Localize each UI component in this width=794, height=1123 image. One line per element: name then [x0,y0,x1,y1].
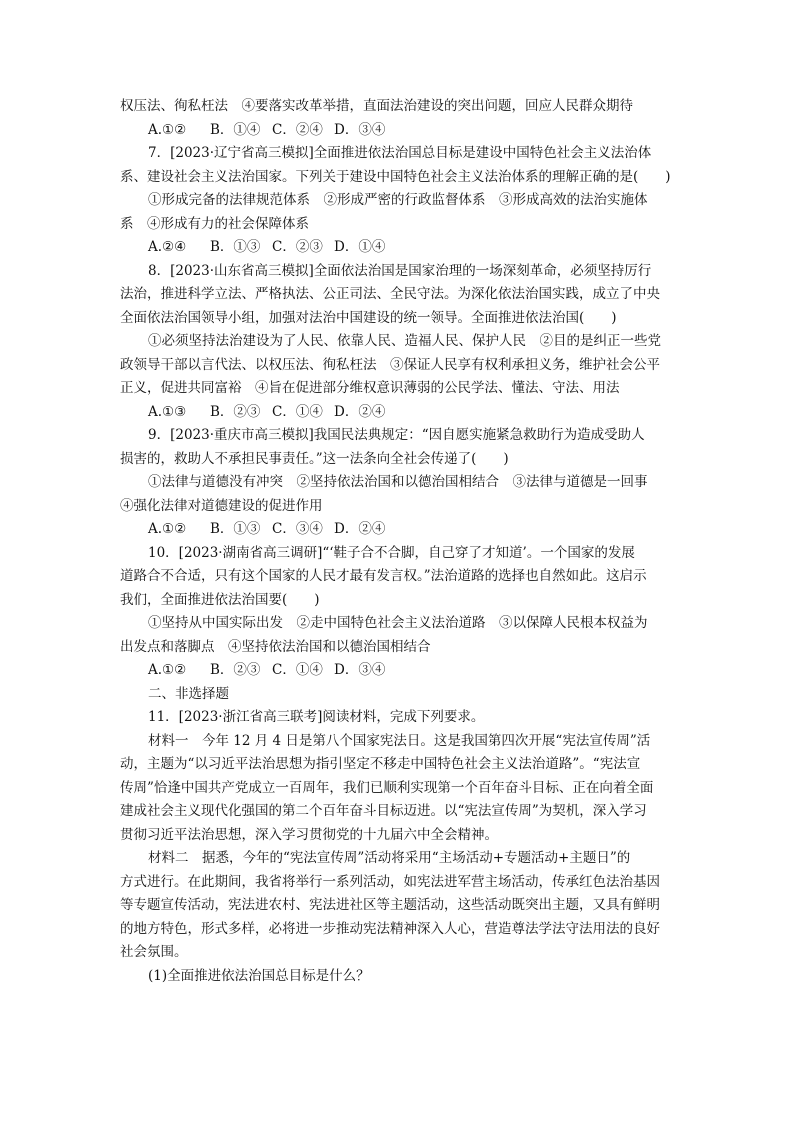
q8-stem-line-3: 全面依法治国领导小组，加强对法治中国建设的统一领导。全面推进依法治国( ) [120,309,617,326]
q9-option-a: A.①② [148,521,187,537]
q10-items-line-2: 出发点和落脚点 ④坚持依法治国和以德治国相结合 [120,638,431,655]
q6-option-c: C．②④ [272,121,323,138]
q11-material-2-line-2: 方式进行。在此期间，我省将举行一系列活动，如宪法进军营主场活动，传承红色法治基因 [120,873,660,890]
section-heading-nonchoice: 二、非选择题 [148,685,229,702]
q8-option-c: C．①④ [272,403,323,420]
q9-option-d: D．②④ [334,521,386,537]
q8-option-d: D．②④ [334,403,386,420]
q7-items-line-2: 系 ④形成有力的社会保障体系 [120,215,309,232]
q9-option-b: B．①③ [210,521,261,537]
q11-material-1-line-3: 传周”恰逢中国共产党成立一百周年，我们已顺利实现第一个百年奋斗目标、正在向着全面 [120,779,654,796]
q7-stem-line-2: 系、建设社会主义法治国家。下列关于建设中国特色社会主义法治体系的理解正确的是( ) [120,168,671,185]
q10-options [120,659,680,683]
q9-items-line-1: ①法律与道德没有冲突 ②坚持依法治国和以德治国相结合 ③法律与道德是一回事 [148,474,648,490]
q7-items-line-1: ①形成完备的法律规范体系 ②形成严密的行政监督体系 ③形成高效的法治实施体 [148,192,648,208]
q9-stem-line-2: 损害的，救助人不承担民事责任。”这一法条向全社会传递了( ) [120,450,509,467]
q7-option-b: B．①③ [210,239,261,255]
q6-option-d: D．③④ [334,121,386,138]
q11-material-2-line-5: 社会氛围。 [120,944,188,960]
q11-material-2-line-4: 的地方特色，形式多样，必将进一步推动宪法精神深入人心，营造尊法学法守法用法的良好 [120,920,660,937]
q11-material-1-line-4: 建成社会主义现代化强国的第二个百年奋斗目标迈进。以“宪法宣传周”为契机，深入学习 [120,803,647,819]
q10-items-line-1: ①坚持从中国实际出发 ②走中国特色社会主义法治道路 ③以保障人民根本权益为 [148,615,648,631]
q7-option-d: D．①④ [334,239,386,255]
q9-option-c: C．③④ [272,521,323,537]
q8-items-line-2: 政领导干部以言代法、以权压法、徇私枉法 ③保证人民享有权利承担义务，维护社会公平 [120,356,660,373]
q10-stem-line-3: 我们，全面推进依法治国要( ) [120,591,320,608]
q10-option-d: D．③④ [334,662,386,678]
document-page [120,95,680,988]
q11-material-1-line-5: 贯彻习近平法治思想，深入学习贯彻党的十九届六中全会精神。 [120,826,498,843]
q11-material-1-line-1: 材料一 今年 12 月 4 日是第八个国家宪法日。这是我国第四次开展“宪法宣传周”活 [148,732,651,749]
q8-stem-line-1: 8．[2023·山东省高三模拟]全面依法治国是国家治理的一场深刻革命，必须坚持厉行 [148,262,652,279]
q10-option-b: B．②③ [210,662,261,678]
q6-continuation: 权压法、徇私枉法 ④要落实改革举措，直面法治建设的突出问题，回应人民群众期待 [120,98,633,114]
q6-options [120,119,680,143]
q6-option-a: A.①② [148,121,187,138]
q10-option-a: A.①② [148,662,187,678]
q11-material-2-line-1: 材料二 据悉，今年的“宪法宣传周”活动将采用“主场活动+专题活动+主题日”的 [148,850,631,866]
q11-subquestion-1: (1)全面推进依法治国总目标是什么？ [148,967,370,984]
q9-items-line-2: ④强化法律对道德建设的促进作用 [120,497,323,514]
q6-option-b: B．①④ [210,121,261,138]
q7-option-c: C．②③ [272,239,323,255]
q11-stem: 11．[2023·浙江省高三联考]阅读材料，完成下列要求。 [148,709,485,725]
q10-stem-line-2: 道路合不合适，只有这个国家的人民才最有发言权。”法治道路的选择也自然如此。这启示 [120,568,647,584]
q9-stem-line-1: 9．[2023·重庆市高三模拟]我国民法典规定：“因自愿实施紧急救助行为造成受助人 [148,427,645,443]
q10-stem-line-1: 10．[2023·湖南省高三调研]“‘鞋子合不合脚，自己穿了才知道’。一个国家的发展 [148,544,635,561]
q8-options [120,401,680,425]
q8-stem-line-2: 法治，推进科学立法、严格执法、公正司法、全民守法。为深化依法治国实践，成立了中央 [120,286,660,302]
q8-items-line-1: ①必须坚持法治建设为了人民、依靠人民、造福人民、保护人民 ②目的是纠正一些党 [148,333,661,349]
q8-option-b: B．②③ [210,403,261,420]
q11-material-2-line-3: 等专题宣传活动，宪法进农村、宪法进社区等主题活动，这些活动既突出主题，又具有鲜明 [120,897,660,913]
q11-material-1-line-2: 动，主题为“以习近平法治思想为指引坚定不移走中国特色社会主义法治道路”。“宪法宣 [120,756,641,772]
q8-option-a: A.①③ [148,403,187,420]
q7-options [120,236,680,260]
q9-options [120,518,680,542]
q7-stem-line-1: 7．[2023·辽宁省高三模拟]全面推进依法治国总目标是建设中国特色社会主义法治体 [148,145,652,161]
q10-option-c: C．①④ [272,662,323,678]
q7-option-a: A.②④ [148,239,187,255]
q8-items-line-3: 正义，促进共同富裕 ④旨在促进部分维权意识薄弱的公民学法、懂法、守法、用法 [120,380,620,396]
